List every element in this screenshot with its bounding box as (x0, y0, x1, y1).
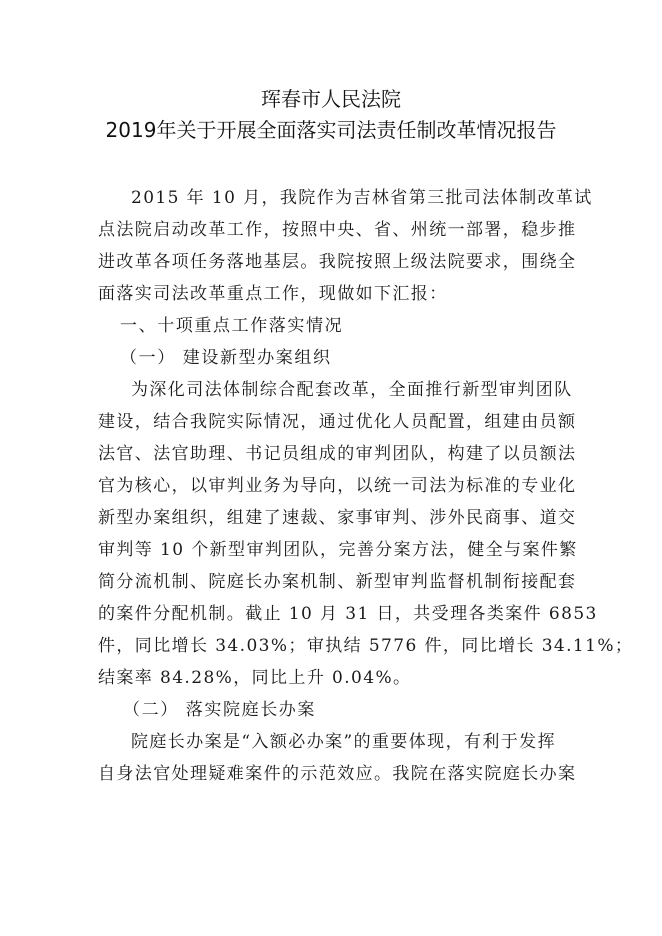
body-line: 审判等 10 个新型审判团队，完善分案方法，健全与案件繁 (98, 540, 578, 560)
body-line: 简分流机制、院庭长办案机制、新型审判监督机制衔接配套 (98, 572, 577, 592)
body-line: 新型办案组织，组建了速裁、家事审判、涉外民商事、道交 (98, 508, 577, 528)
section-heading: 一、十项重点工作落实情况 (120, 316, 344, 336)
body-line: 件，同比增长 34.03%；审执结 5776 件，同比增长 34.11%； (98, 636, 634, 656)
body-line: 进改革各项任务落地基层。我院按照上级法院要求，围绕全 (98, 252, 577, 272)
court-name: 珲春市人民法院 (261, 87, 401, 111)
body-line: 建设，结合我院实际情况，通过优化人员配置，组建由员额 (98, 412, 577, 432)
body-line: 点法院启动改革工作，按照中央、省、州统一部署，稳步推 (98, 220, 577, 240)
body-line: 院庭长办案是“入额必办案”的重要体现，有利于发挥 (131, 732, 556, 752)
body-line: 官为核心，以审判业务为导向，以统一司法为标准的专业化 (98, 476, 577, 496)
body-line: 面落实司法改革重点工作，现做如下汇报： (98, 284, 448, 304)
subsection-heading: （一） 建设新型办案组织 (120, 348, 332, 368)
body-line: 法官、法官助理、书记员组成的审判团队，构建了以员额法 (98, 444, 577, 464)
body-line: 2015 年 10 月，我院作为吉林省第三批司法体制改革试 (131, 188, 593, 208)
subsection-heading: （二） 落实院庭长办案 (123, 700, 317, 720)
body-line: 结案率 84.28%，同比上升 0.04%。 (98, 668, 412, 688)
body-line: 的案件分配机制。截止 10 月 31 日，共受理各类案件 6853 (98, 604, 598, 624)
report-subtitle: 2019年关于开展全面落实司法责任制改革情况报告 (105, 118, 557, 142)
body-line: 自身法官处理疑难案件的示范效应。我院在落实院庭长办案 (98, 764, 577, 784)
body-line: 为深化司法体制综合配套改革，全面推行新型审判团队 (131, 380, 573, 400)
